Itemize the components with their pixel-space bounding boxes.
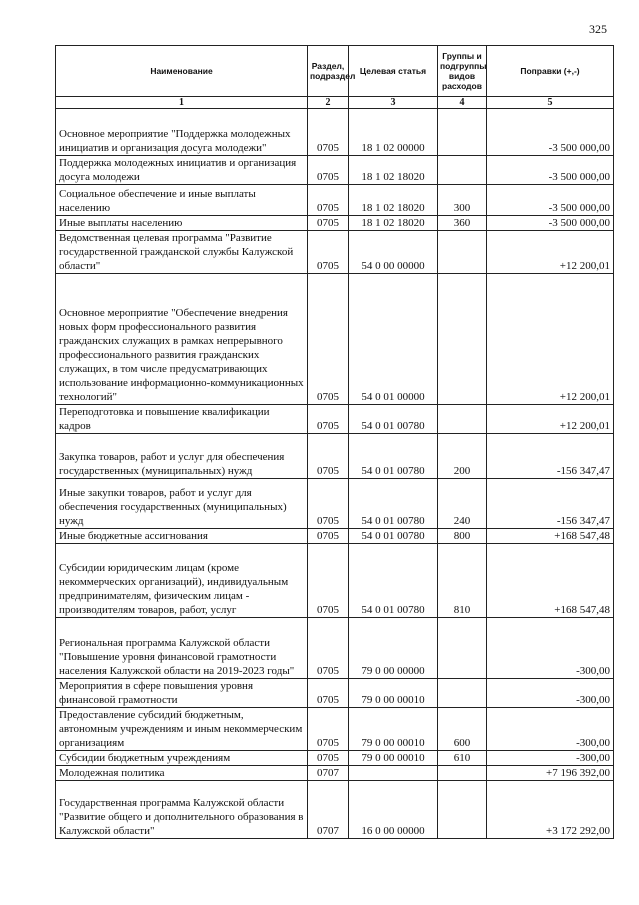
row-article: 16 0 00 00000	[349, 781, 438, 839]
row-section: 0705	[308, 708, 349, 751]
row-article: 18 1 02 18020	[349, 185, 438, 216]
row-name: Основное мероприятие "Поддержка молодежных инициатив и организация досуга молодежи"	[56, 109, 308, 156]
table-row	[56, 781, 614, 839]
row-name: Мероприятия в сфере повышения уровня финансовой грамотности	[56, 679, 308, 708]
row-amount: +7 196 392,00	[487, 766, 614, 781]
row-section: 0705	[308, 618, 349, 679]
row-amount: +168 547,48	[487, 529, 614, 544]
row-name: Основное мероприятие "Обеспечение внедрения новых форм профессионального развития гражданских служащих в рамках непрерывного профессионального развития гражданских служащих, в том числе предусматривающих использование информационно-коммуникационных технологий"	[56, 274, 308, 405]
row-amount: -156 347,47	[487, 479, 614, 529]
row-name: Социальное обеспечение и иные выплаты населению	[56, 185, 308, 216]
table-row	[56, 156, 614, 185]
table-row	[56, 185, 614, 216]
row-group: 810	[438, 544, 487, 618]
row-group	[438, 109, 487, 156]
table-row	[56, 434, 614, 479]
row-section: 0705	[308, 529, 349, 544]
row-name: Ведомственная целевая программа "Развитие государственной гражданской службы Калужской области"	[56, 231, 308, 274]
row-article: 79 0 00 00000	[349, 618, 438, 679]
row-amount: +12 200,01	[487, 274, 614, 405]
row-article: 54 0 01 00780	[349, 434, 438, 479]
row-section: 0705	[308, 185, 349, 216]
row-section: 0705	[308, 405, 349, 434]
table-row	[56, 405, 614, 434]
row-group	[438, 156, 487, 185]
budget-amendments-table	[55, 45, 614, 839]
table-row	[56, 708, 614, 751]
row-amount: -300,00	[487, 751, 614, 766]
table-row	[56, 766, 614, 781]
header-section: Раздел, подраздел	[308, 46, 349, 97]
table-row	[56, 544, 614, 618]
column-number: 2	[308, 97, 349, 109]
row-name: Молодежная политика	[56, 766, 308, 781]
row-amount: +3 172 292,00	[487, 781, 614, 839]
header-amendments: Поправки (+,-)	[487, 46, 614, 97]
row-article: 54 0 01 00780	[349, 529, 438, 544]
row-section: 0707	[308, 781, 349, 839]
row-name: Региональная программа Калужской области "Повышение уровня финансовой грамотности населения Калужской области на 2019-2023 годы"	[56, 618, 308, 679]
row-article	[349, 766, 438, 781]
row-name: Иные выплаты населению	[56, 216, 308, 231]
row-article: 54 0 01 00780	[349, 405, 438, 434]
row-group	[438, 679, 487, 708]
row-group	[438, 618, 487, 679]
table-body	[56, 109, 614, 839]
row-name: Иные закупки товаров, работ и услуг для обеспечения государственных (муниципальных) нужд	[56, 479, 308, 529]
table-row	[56, 109, 614, 156]
row-amount: -156 347,47	[487, 434, 614, 479]
row-amount: +12 200,01	[487, 405, 614, 434]
row-section: 0705	[308, 109, 349, 156]
table-row	[56, 529, 614, 544]
row-section: 0705	[308, 156, 349, 185]
row-name: Иные бюджетные ассигнования	[56, 529, 308, 544]
row-group: 240	[438, 479, 487, 529]
row-name: Переподготовка и повышение квалификации кадров	[56, 405, 308, 434]
row-group: 610	[438, 751, 487, 766]
row-article: 18 1 02 18020	[349, 156, 438, 185]
row-article: 79 0 00 00010	[349, 679, 438, 708]
row-article: 54 0 01 00780	[349, 544, 438, 618]
row-section: 0705	[308, 274, 349, 405]
table-row	[56, 479, 614, 529]
row-group	[438, 781, 487, 839]
row-group: 200	[438, 434, 487, 479]
header-name: Наименование	[56, 46, 308, 97]
table-row	[56, 679, 614, 708]
row-group: 800	[438, 529, 487, 544]
row-section: 0705	[308, 434, 349, 479]
table-row	[56, 216, 614, 231]
row-amount: -3 500 000,00	[487, 185, 614, 216]
row-article: 18 1 02 00000	[349, 109, 438, 156]
row-group: 300	[438, 185, 487, 216]
row-amount: -3 500 000,00	[487, 109, 614, 156]
row-section: 0705	[308, 679, 349, 708]
row-name: Государственная программа Калужской области "Развитие общего и дополнительного образования в Калужской области"	[56, 781, 308, 839]
row-amount: -300,00	[487, 618, 614, 679]
row-article: 54 0 00 00000	[349, 231, 438, 274]
row-article: 79 0 00 00010	[349, 751, 438, 766]
row-group	[438, 274, 487, 405]
row-article: 79 0 00 00010	[349, 708, 438, 751]
table-row	[56, 618, 614, 679]
header-expense-groups: Группы и подгруппы видов расходов	[438, 46, 487, 97]
row-section: 0705	[308, 544, 349, 618]
header-target-article: Целевая статья	[349, 46, 438, 97]
row-amount: -300,00	[487, 679, 614, 708]
row-name: Поддержка молодежных инициатив и организация досуга молодежи	[56, 156, 308, 185]
row-amount: -3 500 000,00	[487, 156, 614, 185]
row-name: Предоставление субсидий бюджетным, автономным учреждениям и иным некоммерческим организациям	[56, 708, 308, 751]
row-amount: +168 547,48	[487, 544, 614, 618]
column-number: 3	[349, 97, 438, 109]
row-section: 0705	[308, 751, 349, 766]
column-number: 5	[487, 97, 614, 109]
row-amount: -300,00	[487, 708, 614, 751]
column-number: 1	[56, 97, 308, 109]
row-group	[438, 231, 487, 274]
table-row	[56, 751, 614, 766]
row-group	[438, 405, 487, 434]
table-row	[56, 274, 614, 405]
row-name: Субсидии юридическим лицам (кроме некоммерческих организаций), индивидуальным предпринимателям, физическим лицам - производителям товаров, работ, услуг	[56, 544, 308, 618]
row-amount: +12 200,01	[487, 231, 614, 274]
row-group: 600	[438, 708, 487, 751]
row-group	[438, 766, 487, 781]
row-section: 0705	[308, 216, 349, 231]
row-name: Субсидии бюджетным учреждениям	[56, 751, 308, 766]
row-article: 54 0 01 00780	[349, 479, 438, 529]
row-article: 54 0 01 00000	[349, 274, 438, 405]
column-number: 4	[438, 97, 487, 109]
row-name: Закупка товаров, работ и услуг для обеспечения государственных (муниципальных) нужд	[56, 434, 308, 479]
row-section: 0707	[308, 766, 349, 781]
table-row	[56, 231, 614, 274]
row-group: 360	[438, 216, 487, 231]
page-number: 325	[589, 22, 607, 36]
row-article: 18 1 02 18020	[349, 216, 438, 231]
row-section: 0705	[308, 479, 349, 529]
row-amount: -3 500 000,00	[487, 216, 614, 231]
row-section: 0705	[308, 231, 349, 274]
